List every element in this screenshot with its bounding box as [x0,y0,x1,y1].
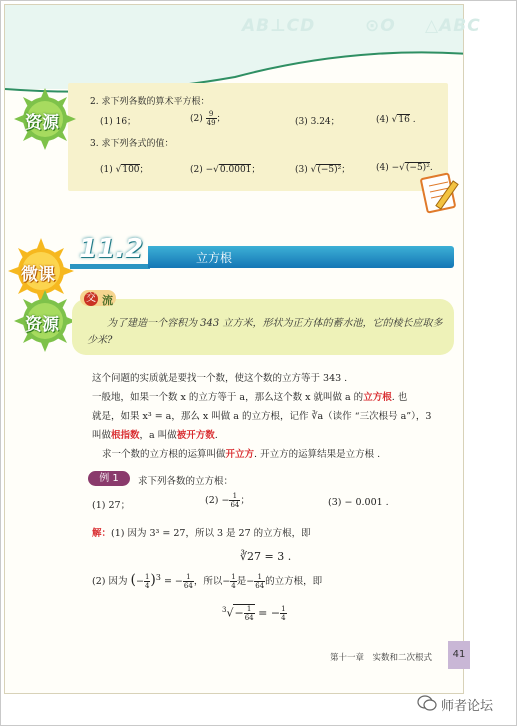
page-number: 41 [448,641,470,669]
discussion-tag-char1: 交 [86,293,96,304]
resource-q3-item1: (1) √100； [100,165,149,175]
example-item-1: (1) 27； [92,500,131,511]
resource-q2-item4: (4) √16 . [376,115,416,125]
solution-formula-1: ∛27 = 3 . [240,550,292,563]
section-title: 立方根 [196,251,233,265]
resource-q3-item4: (4) −√(−5)². [376,163,433,173]
section-number: 11.2 [79,234,144,264]
example-item-2: (2) − $\frac{1}{64}$ ； [205,492,250,509]
body-paragraph-3: 就是，如果 x³ = a，那么 x 叫做 a 的立方根，记作 ∛a（读作 “三次根号 a”），3 [92,411,432,422]
solution-line-2: (2) 因为 (− $\frac{1}{4}$ )$^3$ = − $\frac{1}{64}$ ，所以− $\frac{1}{4}$ 是− $\frac{1}{64}$ 的立方根，即 [92,572,323,590]
body-paragraph-4: 叫做根指数，a 叫做被开方数. [92,430,218,441]
fraction-9-49: $\frac{9}{49}$ [206,110,216,127]
deco-math-2: ⊙O [365,16,396,36]
resource-q2-item2: (2) $\frac{9}{49}$ ； [190,110,226,127]
body-paragraph-2: 一般地，如果一个数 x 的立方等于 a，那么这个数 x 就叫做 a 的立方根. 也 [92,392,408,403]
resource-q2-title: 2. 求下列各数的算术平方根： [90,97,210,107]
notepad-pencil-icon [418,168,466,216]
discussion-question: 为了建造一个容积为 343 立方米，形状为正方体的蓄水池，它的棱长应取多少米? [87,318,443,346]
example-badge: 例 1 [88,471,130,486]
example-item-3: (3) − 0.001 . [328,497,389,508]
resource-label: 资源 [25,113,59,133]
deco-math-1: AB⊥CD [242,16,316,36]
resource-q3-item2: (2) −√0.0001； [190,165,261,175]
body-paragraph-1: 这个问题的实质就是要找一个数，使这个数的立方等于 343 . [92,373,348,384]
chapter-footer: 第十一章 实数和二次根式 [330,653,433,663]
solution-line-1: 解：(1) 因为 3³ = 27，所以 3 是 27 的立方根，即 [92,528,311,539]
section-title-bar [148,246,454,268]
discussion-tag-char2: 流 [102,294,113,307]
micro-lesson-label: 微课 [21,265,55,285]
body-paragraph-5: 求一个数的立方根的运算叫做开立方. 开立方的运算结果是立方根 . [102,449,381,460]
solution-formula-2: $^3$√− $\frac{1}{64}$ = − $\frac{1}{4}$ [222,605,286,622]
deco-math-3: △ABC [425,16,481,36]
resource-q3-title: 3. 求下列各式的值： [90,139,174,149]
resource-label-2: 资源 [25,315,59,335]
resource-q2-item1: (1) 16； [100,117,137,127]
section-bar-left [70,264,150,269]
wechat-icon [417,694,437,712]
resource-q2-item3: (3) 3.24； [295,117,340,127]
resource-q3-item3: (3) √(−5)²； [295,165,351,175]
watermark-text: 师者论坛 [441,699,494,714]
example-prompt: 求下列各数的立方根： [138,476,234,487]
